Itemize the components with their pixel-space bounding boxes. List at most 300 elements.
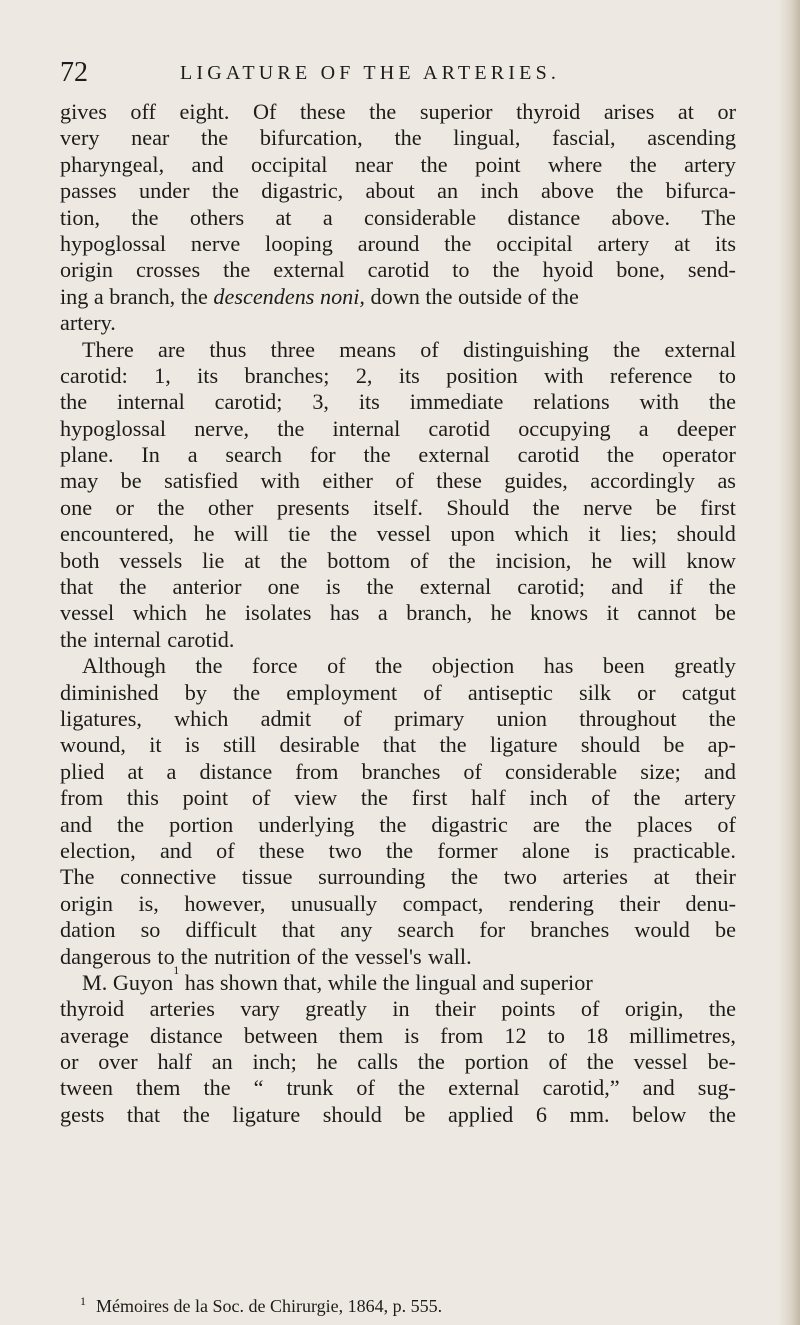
word: from — [295, 758, 339, 784]
word: however, — [184, 890, 266, 916]
word: the — [439, 732, 467, 758]
word: unusually — [290, 890, 378, 916]
word: origin, — [624, 996, 684, 1022]
word: bone, — [616, 257, 665, 283]
word: three — [270, 336, 316, 362]
word: the — [386, 837, 414, 863]
text-line — [60, 917, 736, 943]
word: in — [392, 996, 410, 1022]
word: of — [717, 811, 736, 837]
word: at — [275, 204, 292, 230]
word: of — [591, 785, 610, 811]
word: There — [82, 336, 134, 362]
word: tissue — [241, 864, 293, 890]
word: average — [60, 1022, 129, 1048]
word: lie — [202, 547, 225, 573]
word: be — [404, 1101, 426, 1127]
word: practicable. — [633, 837, 736, 863]
word: looping — [265, 230, 333, 256]
word: of — [343, 705, 362, 731]
word: ap- — [707, 732, 736, 758]
word: inch — [480, 178, 519, 204]
word: for — [479, 917, 506, 943]
word: Should — [446, 494, 510, 520]
word: passes — [60, 178, 117, 204]
word: the — [708, 1101, 736, 1127]
word: applied — [447, 1101, 514, 1127]
word: the — [420, 151, 448, 177]
word: diminished — [60, 679, 159, 705]
word: election, — [60, 837, 136, 863]
word: the — [203, 1075, 231, 1101]
word: cannot — [637, 600, 697, 626]
word: the — [633, 785, 661, 811]
word: Of — [252, 99, 277, 124]
word: “ — [253, 1075, 264, 1101]
running-title: LIGATURE OF THE ARTERIES. — [180, 61, 561, 84]
word: and — [642, 1075, 675, 1101]
word: thus — [209, 336, 247, 362]
word: near — [354, 151, 394, 177]
word: their — [619, 890, 660, 916]
word: the — [629, 151, 657, 177]
word: or — [115, 494, 134, 520]
word: Although — [82, 653, 166, 679]
footnote-mark: 1 — [80, 1294, 86, 1308]
word: these — [258, 837, 305, 863]
word: of — [395, 468, 414, 494]
text-line — [60, 363, 736, 389]
word: vessel — [376, 521, 431, 547]
word: former — [437, 837, 498, 863]
word: gests — [60, 1101, 105, 1127]
word: hypoglossal — [60, 230, 167, 256]
word: should — [580, 732, 641, 758]
word: an — [437, 178, 459, 204]
word: been — [602, 653, 645, 679]
word: under — [139, 178, 190, 204]
word: and — [60, 811, 93, 837]
word: about — [365, 178, 415, 204]
word: first — [411, 785, 448, 811]
word: the — [233, 679, 261, 705]
word: 12 — [504, 1022, 527, 1048]
word: of — [410, 547, 429, 573]
word: the — [607, 442, 635, 468]
word: vessels — [119, 547, 183, 573]
word: either — [322, 468, 373, 494]
text-line — [60, 785, 736, 811]
word: millimetres, — [629, 1022, 736, 1048]
footnote — [80, 1290, 740, 1317]
word: immediate — [409, 389, 504, 415]
word: is — [594, 837, 609, 863]
word: a — [377, 600, 388, 626]
word: or — [717, 99, 736, 124]
word: encountered, — [60, 521, 174, 547]
text-line — [60, 864, 736, 890]
word: lingual, — [453, 125, 521, 151]
word: off — [130, 99, 156, 124]
word: thyroid — [60, 996, 125, 1022]
word: external — [419, 574, 492, 600]
word: are — [158, 336, 186, 362]
word: this — [126, 785, 159, 811]
word: sug- — [697, 1075, 736, 1101]
word: the — [277, 415, 305, 441]
word: the — [444, 230, 472, 256]
word: arteries — [562, 864, 628, 890]
word: compact, — [402, 890, 484, 916]
text-line — [60, 1023, 736, 1049]
word: should — [322, 1101, 382, 1127]
word: has — [329, 600, 360, 626]
word: the — [492, 257, 520, 283]
word: itself. — [372, 494, 423, 520]
word: hyoid — [542, 257, 594, 283]
word: 3, — [312, 389, 329, 415]
word: the — [586, 1049, 614, 1075]
word: calls — [357, 1049, 398, 1075]
word: 2, — [355, 362, 373, 388]
word: a — [166, 758, 177, 784]
word: any — [340, 917, 373, 943]
word: alone — [521, 837, 570, 863]
word: half — [471, 785, 506, 811]
word: force — [251, 653, 298, 679]
word: he — [591, 547, 613, 573]
word: vessel — [60, 600, 115, 626]
text-line — [60, 653, 736, 679]
word: he — [193, 521, 215, 547]
word: and — [159, 837, 192, 863]
word: view — [294, 785, 338, 811]
word: and — [703, 758, 736, 784]
word: be- — [707, 1049, 736, 1075]
word: occipital — [496, 230, 573, 256]
word: from — [60, 785, 104, 811]
word: which — [174, 705, 229, 731]
word: it — [588, 521, 601, 547]
word: mm. — [569, 1101, 610, 1127]
text-line — [60, 996, 736, 1022]
word: considerable — [504, 758, 618, 784]
word: and — [611, 574, 644, 600]
word: their — [695, 864, 736, 890]
word: very — [60, 125, 100, 151]
word: internal — [332, 415, 401, 441]
word: he — [205, 600, 227, 626]
word: by — [184, 679, 207, 705]
text-line — [60, 1102, 736, 1128]
word: branches — [530, 917, 610, 943]
word: external — [448, 1075, 520, 1101]
word: the — [157, 494, 185, 520]
text-line — [60, 310, 736, 336]
word: thyroid — [516, 99, 581, 124]
word: as — [717, 468, 736, 494]
word: occupying — [518, 415, 611, 441]
word: the — [397, 1075, 426, 1101]
word: catgut — [681, 679, 736, 705]
word: at — [674, 230, 691, 256]
word: carotid; — [517, 574, 586, 600]
word: from — [440, 1022, 484, 1048]
word: or — [637, 679, 656, 705]
word: an — [211, 1049, 233, 1075]
word: first — [700, 494, 736, 520]
word: point — [182, 785, 229, 811]
word: the — [708, 389, 736, 415]
word: the — [321, 943, 349, 969]
word: carotid — [517, 442, 580, 468]
word: internal — [93, 626, 162, 652]
word: union — [496, 705, 548, 731]
text-line — [60, 152, 736, 178]
body-text — [60, 99, 736, 1128]
word: of — [356, 1075, 375, 1101]
word: artery — [684, 151, 736, 177]
word: to — [547, 1022, 565, 1048]
word: search — [225, 442, 283, 468]
word: it — [606, 600, 619, 626]
word: that — [382, 732, 417, 758]
word: above. — [611, 204, 671, 230]
word: accordingly — [590, 468, 695, 494]
text-line — [60, 1049, 736, 1075]
word: In — [141, 442, 160, 468]
word: be — [663, 732, 685, 758]
word: distance — [507, 204, 581, 230]
text-line — [60, 205, 736, 231]
word: with — [639, 389, 679, 415]
word: artery — [684, 785, 736, 811]
word: around — [357, 230, 420, 256]
word: relations — [533, 389, 610, 415]
word: of — [251, 785, 271, 811]
word: vessel — [633, 1049, 688, 1075]
word: the — [708, 705, 736, 731]
word: wound, — [60, 732, 126, 758]
word: a — [638, 415, 649, 441]
word: bifurcation, — [259, 125, 363, 151]
word: should — [676, 521, 736, 547]
word: hypoglossal — [60, 415, 167, 441]
page-number: 72 — [60, 57, 88, 88]
word: others — [189, 204, 245, 230]
word: the — [211, 178, 239, 204]
word: the — [369, 99, 397, 124]
word: be — [715, 917, 736, 943]
text-line — [60, 548, 736, 574]
text-span: down the outside of the — [364, 283, 579, 309]
text-span: has shown that, while the lingual and superior — [179, 969, 593, 995]
text-line — [60, 944, 736, 970]
word: with — [544, 362, 584, 388]
word: the — [708, 574, 736, 600]
word: inch — [529, 785, 568, 811]
word: superior — [419, 99, 493, 124]
word: satisfied — [164, 468, 239, 494]
word: carotid — [428, 415, 491, 441]
word: digastric — [431, 811, 508, 837]
word: silk — [579, 679, 612, 705]
word: desirable — [279, 732, 360, 758]
word: distinguishing — [463, 336, 589, 362]
word: carotid,” — [542, 1075, 620, 1101]
text-line — [60, 600, 736, 626]
word: 6 — [535, 1101, 547, 1127]
word: their — [435, 996, 476, 1022]
word: origin — [60, 890, 113, 916]
word: gives — [60, 99, 107, 124]
word: vary — [240, 996, 280, 1022]
word: greatly — [674, 653, 736, 679]
word: presents — [276, 494, 350, 520]
word: half — [157, 1049, 192, 1075]
word: the — [60, 626, 88, 652]
word: rendering — [508, 890, 594, 916]
word: be — [120, 468, 142, 494]
word: eight. — [179, 99, 230, 124]
word: that — [281, 917, 316, 943]
text-line — [60, 706, 736, 732]
word: antiseptic — [467, 679, 553, 705]
word: position — [446, 362, 518, 388]
word: admit — [260, 705, 312, 731]
word: be — [655, 494, 677, 520]
word: one — [267, 574, 300, 600]
word: of — [423, 679, 442, 705]
word: below — [632, 1101, 687, 1127]
text-line — [60, 99, 736, 125]
word: know — [686, 547, 736, 573]
word: distance — [150, 1022, 223, 1048]
word: the — [394, 125, 422, 151]
word: search — [397, 917, 455, 943]
word: the — [375, 653, 403, 679]
word: still — [222, 732, 257, 758]
word: are — [532, 811, 560, 837]
word: between — [243, 1022, 318, 1048]
word: crosses — [136, 257, 201, 283]
word: is, — [138, 890, 159, 916]
word: nerve — [583, 494, 633, 520]
word: digastric, — [261, 178, 344, 204]
word: primary — [394, 705, 465, 731]
word: these — [436, 468, 482, 494]
page-edge-shadow — [778, 0, 800, 1325]
word: if — [669, 574, 683, 600]
word: The — [701, 204, 736, 230]
word: knows — [530, 600, 588, 626]
word: the — [119, 574, 147, 600]
word: operator — [661, 442, 736, 468]
text-line — [60, 838, 736, 864]
word: carotid — [367, 257, 430, 283]
text-line — [60, 891, 736, 917]
word: of — [580, 996, 600, 1022]
word: carotid. — [167, 626, 235, 652]
word: above — [540, 178, 594, 204]
word: ligature — [489, 732, 558, 758]
word: points — [501, 996, 556, 1022]
word: pharyngeal, — [60, 151, 165, 177]
word: inch; — [252, 1049, 297, 1075]
word: its — [714, 230, 736, 256]
word: size; — [640, 758, 681, 784]
word: tion, — [60, 204, 101, 230]
word: with — [260, 468, 300, 494]
text-line — [60, 521, 736, 547]
word: of — [420, 336, 439, 362]
word: external — [273, 257, 345, 283]
word: The — [60, 864, 95, 890]
word: bifurca- — [665, 178, 736, 204]
word: of — [327, 653, 346, 679]
word: is — [184, 732, 200, 758]
word: them — [136, 1075, 181, 1101]
text-line — [60, 1075, 736, 1101]
word: lies; — [620, 521, 658, 547]
word: incision, — [495, 547, 572, 573]
word: anterior — [172, 574, 242, 600]
word: other — [207, 494, 254, 520]
word: reference — [609, 362, 693, 388]
word: means — [339, 336, 396, 362]
word: of — [216, 837, 235, 863]
word: ligatures, — [60, 705, 142, 731]
word: plane. — [60, 442, 114, 468]
word: vessel's — [354, 943, 422, 969]
word: carotid: — [60, 362, 128, 388]
text-line — [60, 627, 736, 653]
word: artery — [597, 230, 650, 256]
text-span: ing a branch, the — [60, 283, 214, 309]
word: be — [714, 600, 736, 626]
word: the — [532, 494, 560, 520]
word: its — [398, 362, 420, 388]
word: ligature — [232, 1101, 301, 1127]
word: deeper — [676, 415, 736, 441]
word: fascial, — [552, 125, 616, 151]
text-line — [60, 732, 736, 758]
word: send- — [687, 257, 736, 283]
word: two — [503, 864, 537, 890]
word: a — [322, 204, 333, 230]
italic-term: descendens noni, — [213, 283, 365, 309]
word: isolates — [244, 600, 312, 626]
word: the — [117, 811, 145, 837]
word: at — [244, 547, 261, 573]
word: wall. — [427, 943, 472, 969]
word: the — [131, 204, 159, 230]
text-line — [60, 389, 736, 415]
word: surrounding — [318, 864, 426, 890]
word: the — [223, 257, 251, 283]
word: dation — [60, 917, 116, 943]
word: and — [191, 151, 224, 177]
word: dangerous — [60, 943, 152, 969]
word: is — [325, 574, 341, 600]
word: tween — [60, 1075, 113, 1101]
text-line — [60, 812, 736, 838]
word: it — [149, 732, 162, 758]
word: two — [328, 837, 362, 863]
word: the — [280, 547, 308, 573]
word: the — [363, 442, 391, 468]
word: to — [157, 943, 175, 969]
